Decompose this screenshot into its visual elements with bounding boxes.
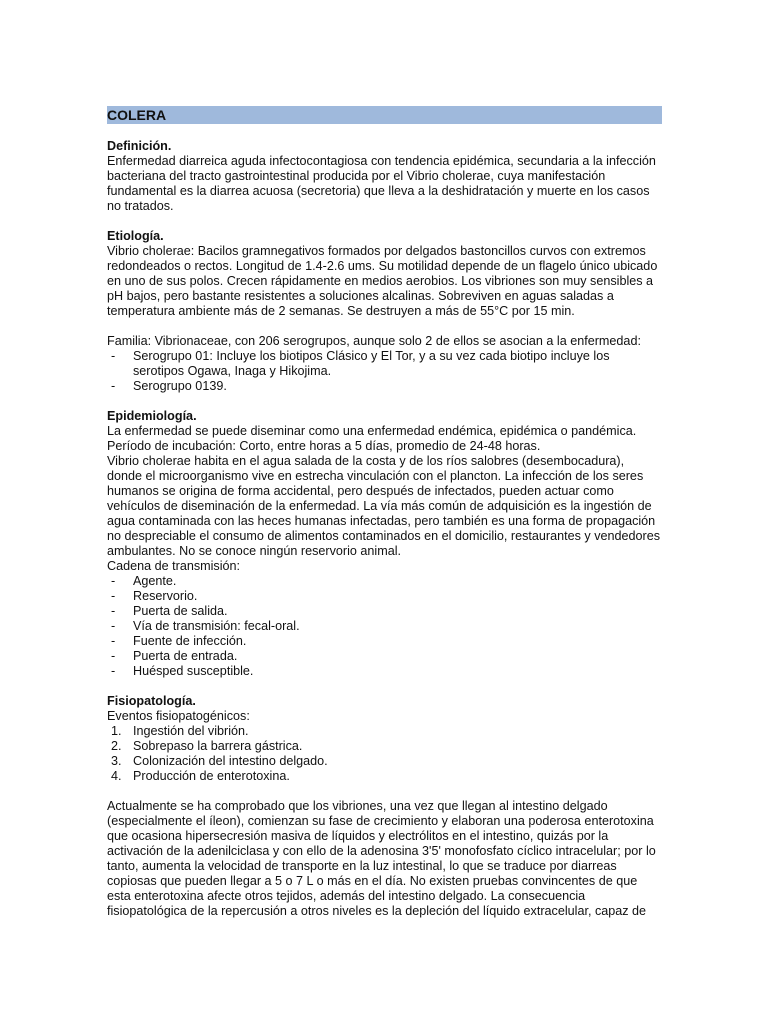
list-item bbox=[107, 589, 662, 604]
dash-bullet: - bbox=[111, 664, 116, 678]
list-item-text: Reservorio. bbox=[133, 589, 198, 603]
etiologia-text: Vibrio cholerae: Bacilos gramnegativos formados por delgados bastoncillos curvos con extremos redondeados o rectos. Longitud de 1.4-2.6 ums. Su motilidad depende de un flagelo único ubicado en uno de sus polos. Crecen rápidamente en medios aerobios. Los vibriones son muy sensibles a pH bajos, pero bastante resistentes a soluciones alcalinas. Sobreviven en aguas saladas a temperatura ambiente más de 2 semanas. Se destruyen a más de 55°C por 15 min. bbox=[107, 244, 658, 318]
dash-bullet: - bbox=[111, 619, 116, 633]
list-item bbox=[107, 664, 662, 679]
list-item bbox=[107, 724, 662, 739]
list-item-text: Producción de enterotoxina. bbox=[133, 769, 290, 783]
section-etiologia bbox=[107, 229, 662, 394]
epidemiologia-line-2: Período de incubación: Corto, entre horas a 5 días, promedio de 24-48 horas. bbox=[107, 439, 541, 453]
list-item-text: Fuente de infección. bbox=[133, 634, 247, 648]
list-item bbox=[107, 649, 662, 664]
fisiopatologia-text: Actualmente se ha comprobado que los vibriones, una vez que llegan al intestino delgado (especialmente el íleon), comienzan su fase de crecimiento y elaboran una poderosa enterotoxina que ocasiona hipersecresión masiva de líquidos y electrólitos en el intestino, quizás por la activación de la adenilciclasa y con ello de la adenosina 3'5' monofosfato cíclico intracelular; por lo tanto, aumenta la velocidad de transporte en la luz intestinal, lo que se traduce por diarreas copiosas que pueden llegar a 5 o 7 L o más en el día. No existen pruebas convincentes de que esta enterotoxina afecte otros tejidos, además del intestino delgado. La consecuencia fisiopatológica de la repercusión a otros niveles es la depleción del líquido extracelular, capaz de bbox=[107, 799, 656, 918]
list-item-text: Sobrepaso la barrera gástrica. bbox=[133, 739, 303, 753]
dash-bullet: - bbox=[111, 634, 116, 648]
eventos-list bbox=[107, 724, 662, 784]
section-fisiopatologia bbox=[107, 694, 662, 919]
heading-fisiopatologia: Fisiopatología. bbox=[107, 694, 196, 708]
list-item bbox=[107, 619, 662, 634]
list-number: 2. bbox=[111, 739, 122, 753]
dash-bullet: - bbox=[111, 589, 116, 603]
list-item-text: Puerta de salida. bbox=[133, 604, 228, 618]
list-number: 3. bbox=[111, 754, 122, 768]
list-item bbox=[107, 379, 662, 394]
list-item bbox=[107, 604, 662, 619]
definicion-text: Enfermedad diarreica aguda infectocontagiosa con tendencia epidémica, secundaria a la infección bacteriana del tracto gastrointestinal producida por el Vibrio cholerae, cuya manifestación fundamental es la diarrea acuosa (secretoria) que lleva a la deshidratación y muerte en los casos no tratados. bbox=[107, 154, 656, 213]
epidemiologia-text: Vibrio cholerae habita en el agua salada de la costa y de los ríos salobres (desembocadura), donde el microorganismo vive en estrecha vinculación con el plancton. La infección de los seres humanos se origina de forma accidental, pero después de infectados, pueden actuar como vehículos de diseminación de la enfermedad. La vía más común de adquisición es la ingestión de agua contaminada con las heces humanas infectadas, pero también es una forma de propagación no despreciable el consumo de alimentos contaminados en el domicilio, restaurantes y vendedores ambulantes. No se conoce ningún reservorio animal. bbox=[107, 454, 661, 558]
document-title: COLERA bbox=[107, 106, 662, 124]
heading-etiologia: Etiología. bbox=[107, 229, 164, 243]
section-definicion bbox=[107, 139, 662, 214]
list-item-text: Ingestión del vibrión. bbox=[133, 724, 249, 738]
dash-bullet: - bbox=[111, 649, 116, 663]
dash-bullet: - bbox=[111, 604, 116, 618]
dash-bullet: - bbox=[111, 379, 116, 393]
heading-epidemiologia: Epidemiología. bbox=[107, 409, 197, 423]
section-epidemiologia bbox=[107, 409, 662, 679]
list-item-text: Huésped susceptible. bbox=[133, 664, 254, 678]
dash-bullet: - bbox=[111, 574, 116, 588]
list-item bbox=[107, 349, 662, 379]
cadena-label: Cadena de transmisión: bbox=[107, 559, 241, 573]
serogrupos-list bbox=[107, 349, 662, 394]
epidemiologia-line-1: La enfermedad se puede diseminar como una enfermedad endémica, epidémica o pandémica. bbox=[107, 424, 637, 438]
list-item-text: Colonización del intestino delgado. bbox=[133, 754, 328, 768]
list-item-text: Vía de transmisión: fecal-oral. bbox=[133, 619, 300, 633]
list-item-text: Puerta de entrada. bbox=[133, 649, 238, 663]
document-content bbox=[107, 106, 662, 934]
list-number: 1. bbox=[111, 724, 122, 738]
list-item bbox=[107, 769, 662, 784]
familia-text: Familia: Vibrionaceae, con 206 serogrupos, aunque solo 2 de ellos se asocian a la enfermedad: bbox=[107, 334, 641, 348]
eventos-label: Eventos fisiopatogénicos: bbox=[107, 709, 250, 723]
dash-bullet: - bbox=[111, 349, 116, 363]
list-item-text: Serogrupo 0139. bbox=[133, 379, 227, 393]
list-item bbox=[107, 634, 662, 649]
list-item bbox=[107, 754, 662, 769]
list-item-text: Serogrupo 01: Incluye los biotipos Clásico y El Tor, y a su vez cada biotipo incluye los serotipos Ogawa, Inaga y Hikojima. bbox=[133, 349, 610, 378]
cadena-list bbox=[107, 574, 662, 679]
heading-definicion: Definición. bbox=[107, 139, 172, 153]
list-number: 4. bbox=[111, 769, 122, 783]
list-item bbox=[107, 574, 662, 589]
list-item-text: Agente. bbox=[133, 574, 177, 588]
list-item bbox=[107, 739, 662, 754]
